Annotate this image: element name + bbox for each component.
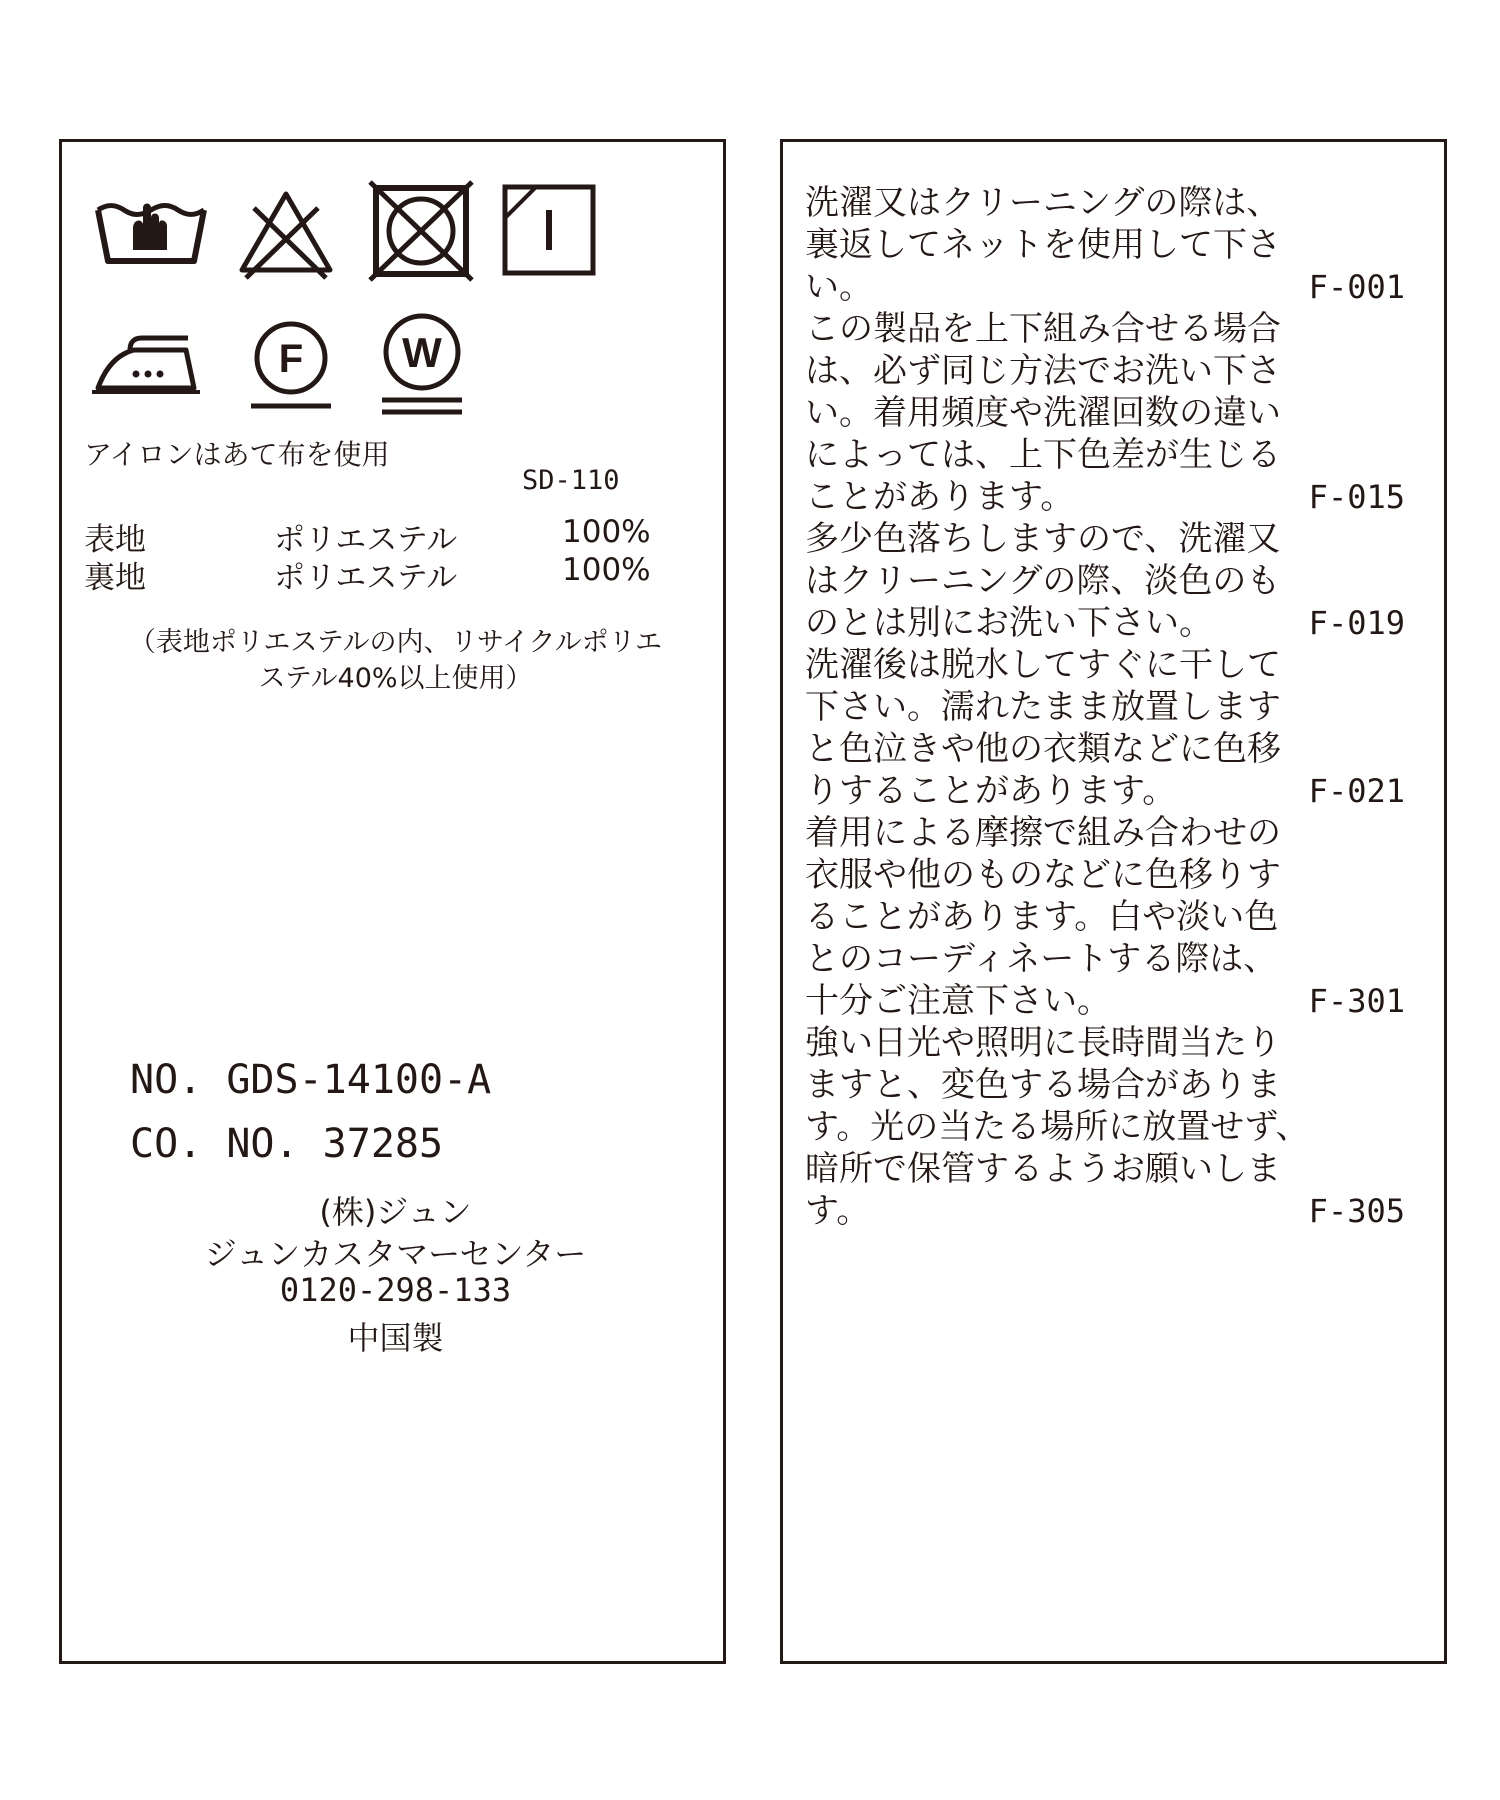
co-number: CO. NO. 37285 — [130, 1121, 444, 1167]
care-instructions — [805, 182, 1405, 1232]
paragraph-line: と色泣きや他の衣類などに色移 — [805, 729, 1281, 769]
care-paragraph — [805, 812, 1405, 1022]
paragraph-line: 多少色落ちしますので、洗濯又 — [805, 519, 1281, 559]
care-paragraph — [805, 644, 1405, 812]
phone-number: 0120-298-133 — [279, 1271, 512, 1309]
product-number: NO. GDS-14100-A — [130, 1057, 492, 1103]
hand-wash-icon — [95, 188, 207, 268]
no-tumble-dry-icon — [368, 180, 474, 282]
instruction-code: F-021 — [1308, 772, 1405, 810]
paragraph-line: 洗濯又はクリーニングの際は、 — [805, 183, 1281, 223]
no-bleach-icon — [234, 184, 338, 280]
note-line: （表地ポリエステルの内、リサイクルポリエ — [128, 627, 663, 658]
paragraph-line: この製品を上下組み合せる場合 — [805, 309, 1281, 349]
paragraph-line: 着用による摩擦で組み合わせの — [805, 813, 1281, 853]
instruction-code: F-015 — [1308, 478, 1405, 516]
left-care-label — [59, 139, 726, 1664]
care-paragraph — [805, 1022, 1405, 1232]
fabric-material: ポリエステル — [274, 522, 458, 558]
fabric-percent: 100% — [562, 514, 651, 550]
fabric-part: 表地 — [84, 522, 146, 558]
company-name: (株)ジュン — [319, 1193, 472, 1231]
paragraph-line: 下さい。濡れたまま放置します — [805, 687, 1281, 727]
svg-text:F: F — [278, 337, 304, 381]
svg-text:W: W — [402, 329, 442, 376]
care-paragraph — [805, 518, 1405, 644]
fabric-part: 裏地 — [84, 560, 146, 596]
paragraph-line: ますと、変色する場合がありま — [805, 1065, 1281, 1105]
right-care-label — [780, 139, 1447, 1664]
paragraph-line: 衣服や他のものなどに色移りす — [805, 855, 1281, 895]
care-paragraph — [805, 182, 1405, 308]
paragraph-line: 裏返してネットを使用して下さ — [805, 225, 1281, 265]
paragraph-line: 強い日光や照明に長時間当たり — [805, 1023, 1281, 1063]
customer-center: ジュンカスタマーセンター — [204, 1235, 587, 1273]
paragraph-line: は、必ず同じ方法でお洗い下さ — [805, 351, 1281, 391]
recycled-material-note — [62, 625, 729, 697]
care-code: SD-110 — [522, 465, 620, 496]
paragraph-line: 十分ご注意下さい。 — [805, 981, 1111, 1021]
fabric-material: ポリエステル — [274, 560, 458, 596]
instruction-code: F-019 — [1308, 604, 1405, 642]
paragraph-line: ることがあります。白や淡い色 — [805, 897, 1279, 937]
paragraph-line: 暗所で保管するようお願いしま — [805, 1149, 1281, 1189]
paragraph-line: す。光の当たる場所に放置せず、 — [805, 1107, 1310, 1147]
paragraph-line: とのコーディネートする際は、 — [805, 939, 1278, 979]
paragraph-line: す。 — [805, 1191, 871, 1231]
fabric-percent: 100% — [562, 552, 651, 588]
instruction-code: F-305 — [1308, 1192, 1405, 1230]
paragraph-line: ことがあります。 — [805, 477, 1075, 517]
ironing-note: アイロンはあて布を使用 — [84, 438, 390, 471]
paragraph-line: りすることがあります。 — [805, 771, 1177, 811]
paragraph-line: い。着用頻度や洗濯回数の違い — [805, 393, 1281, 433]
dry-clean-f-icon — [247, 320, 335, 412]
paragraph-line: い。 — [805, 267, 873, 307]
wet-clean-w-icon — [376, 312, 468, 416]
iron-low-temperature-icon — [90, 334, 202, 396]
note-line: ステル40%以上使用） — [258, 663, 533, 694]
instruction-code: F-001 — [1308, 268, 1405, 306]
paragraph-line: によっては、上下色差が生じる — [805, 435, 1281, 475]
line-dry-shade-icon — [502, 184, 596, 276]
country-of-origin: 中国製 — [347, 1319, 444, 1357]
instruction-code: F-301 — [1308, 982, 1405, 1020]
paragraph-line: はクリーニングの際、淡色のも — [805, 561, 1281, 601]
paragraph-line: のとは別にお洗い下さい。 — [805, 603, 1213, 643]
paragraph-line: 洗濯後は脱水してすぐに干して — [805, 645, 1281, 685]
care-paragraph — [805, 308, 1405, 518]
